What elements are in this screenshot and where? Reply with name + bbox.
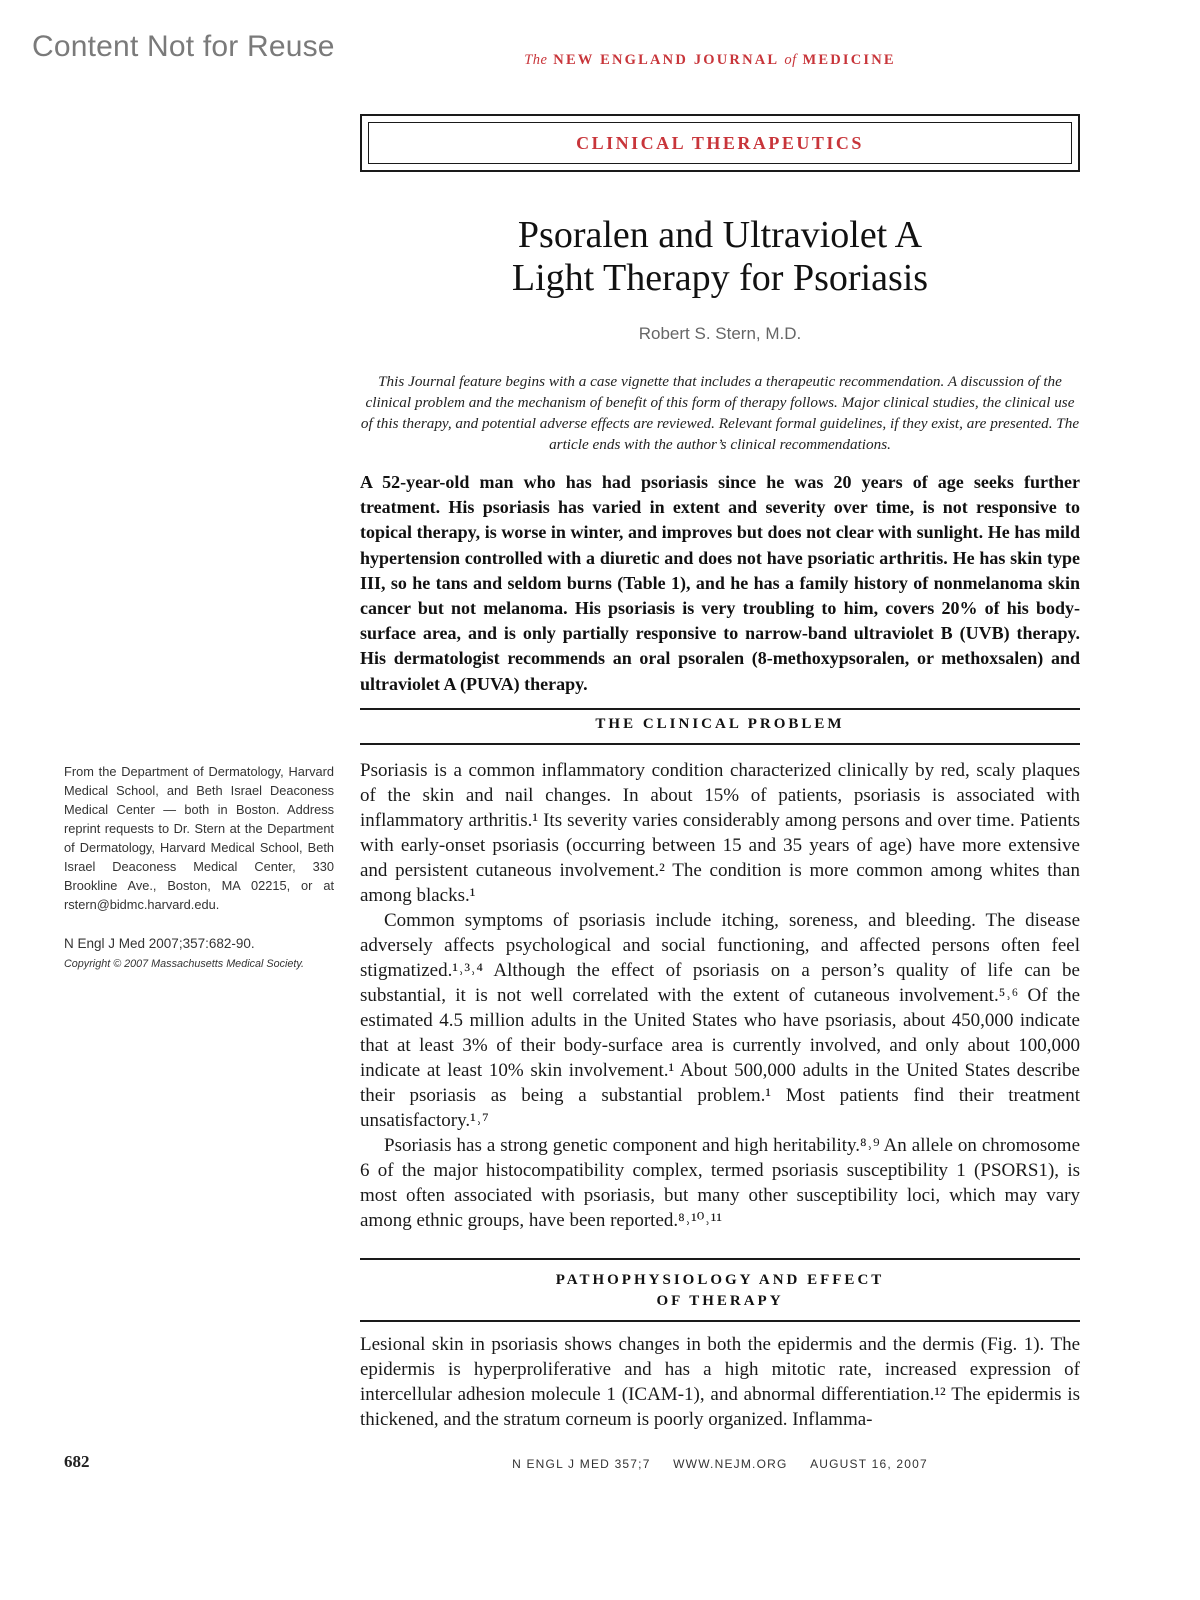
heading-rule-bottom xyxy=(360,1320,1080,1322)
paragraph: Psoriasis has a strong genetic component and high heritability.⁸˒⁹ An allele on chromosome 6 of the major histocompatibility complex, termed psoriasis susceptibility 1 (PSORS1), is most often associated with psoriasis, but many other susceptibility loci, which may vary among ethnic groups, have been reported.⁸˒¹⁰˒¹¹ xyxy=(360,1135,1080,1231)
heading-rule-top xyxy=(360,1258,1080,1260)
heading-rule-top xyxy=(360,708,1080,710)
journal-header-name-2: MEDICINE xyxy=(802,52,896,68)
affiliation-text: From the Department of Dermatology, Harvard Medical School, and Beth Israel Deaconess Medical Center — both in Boston. Address reprint requests to Dr. Stern at the Department of Dermatology, Harvard Medical School, Beth Israel Deaconess Medical Center, 330 Brookline Ave., Boston, MA 02215, or at rstern@bidmc.harvard.edu. xyxy=(64,764,334,912)
paragraph: Lesional skin in psoriasis shows changes in both the epidermis and the dermis (Fig. 1). The epidermis is hyperproliferative and has a high mitotic rate, increased expression of intercellular adhesion molecule 1 (ICAM-1), and abnormal differentiation.¹² The epidermis is thickened, and the stratum corneum is poorly organized. Inflamma- xyxy=(360,1334,1080,1430)
author-affiliation-sidebar xyxy=(64,762,334,974)
author-byline: Robert S. Stern, M.D. xyxy=(638,324,802,343)
journal-header-name-1: NEW ENGLAND JOURNAL xyxy=(553,52,779,68)
article-title xyxy=(360,214,1080,300)
copyright: Copyright © 2007 Massachusetts Medical Society. xyxy=(64,958,304,970)
watermark-text: Content Not for Reuse xyxy=(32,30,335,63)
footer-journal-abbr: N ENGL J MED 357;7 xyxy=(512,1457,651,1471)
article-title-line-2: Light Therapy for Psoriasis xyxy=(511,257,929,299)
section-heading-line-2: OF THERAPY xyxy=(656,1293,784,1309)
feature-intro: This Journal feature begins with a case vignette that includes a therapeutic recommendation. A discussion of the clinical problem and the mechanism of benefit of this form of therapy follows. Major clinical studies, the clinical use of this therapy, and potential adverse effects are reviewed. Relevant formal guidelines, if they exist, are presented. The article ends with the author’s clinical recommendations. xyxy=(360,373,1080,453)
case-vignette: A 52-year-old man who has had psoriasis since he was 20 years of age seeks further treatment. His psoriasis has varied in extent and severity over time, is not responsive to topical therapy, is worse in winter, and improves but does not clear with sunlight. He has mild hypertension controlled with a diuretic and does not have psoriatic arthritis. He has skin type III, so he tans and seldom burns (Table 1), and he has a family history of nonmelanoma skin cancer but not melanoma. His psoriasis is very troubling to him, covers 20% of his body-surface area, and is only partially responsive to narrow-band ultraviolet B (UVB) therapy. His dermatologist recommends an oral psoralen (8-methoxypsoralen, or methoxsalen) and ultraviolet A (PUVA) therapy. xyxy=(360,472,1080,694)
section-label-box xyxy=(360,114,1080,172)
section-heading-line-1: PATHOPHYSIOLOGY AND EFFECT xyxy=(555,1272,885,1288)
heading-rule-bottom xyxy=(360,743,1080,745)
footer-website: WWW.NEJM.ORG xyxy=(673,1457,788,1471)
citation: N Engl J Med 2007;357:682-90. xyxy=(64,936,255,951)
journal-header xyxy=(350,52,1070,69)
journal-header-the: The xyxy=(524,52,548,68)
section-label-box-inner xyxy=(368,122,1072,164)
paragraph: Psoriasis is a common inflammatory condition characterized clinically by red, scaly plaques of the skin and nail changes. In about 15% of patients, psoriasis is associated with inflammatory arthritis.¹ Its severity varies considerably among persons and over time. Patients with early-onset psoriasis (occurring between 15 and 35 years of age) have more extensive and persistent cutaneous involvement.² The condition is more common among whites than among blacks.¹ xyxy=(360,760,1080,906)
section-heading-clinical-problem: THE CLINICAL PROBLEM xyxy=(595,716,845,732)
footer-date: AUGUST 16, 2007 xyxy=(810,1457,928,1471)
clinical-problem-body xyxy=(360,758,1080,1233)
page-number: 682 xyxy=(64,1452,90,1471)
journal-header-of: of xyxy=(784,52,797,68)
article-title-line-1: Psoralen and Ultraviolet A xyxy=(517,214,923,256)
section-label: CLINICAL THERAPEUTICS xyxy=(576,132,864,153)
pathophysiology-body xyxy=(360,1332,1080,1432)
page-footer xyxy=(360,1457,1080,1471)
section-heading-pathophysiology xyxy=(360,1270,1080,1312)
paragraph: Common symptoms of psoriasis include itching, soreness, and bleeding. The disease adversely affects psychological and social functioning, and affected persons often feel stigmatized.¹˒³˒⁴ Although the effect of psoriasis on a person’s quality of life can be substantial, it is not well correlated with the extent of cutaneous involvement.⁵˒⁶ Of the estimated 4.5 million adults in the United States who have psoriasis, about 450,000 indicate that at least 3% of their body-surface area is currently involved, and only about 100,000 indicate at least 10% skin involvement.¹ About 500,000 adults in the United States describe their psoriasis as being a substantial problem.¹ Most patients find their treatment unsatisfactory.¹˒⁷ xyxy=(360,910,1080,1131)
